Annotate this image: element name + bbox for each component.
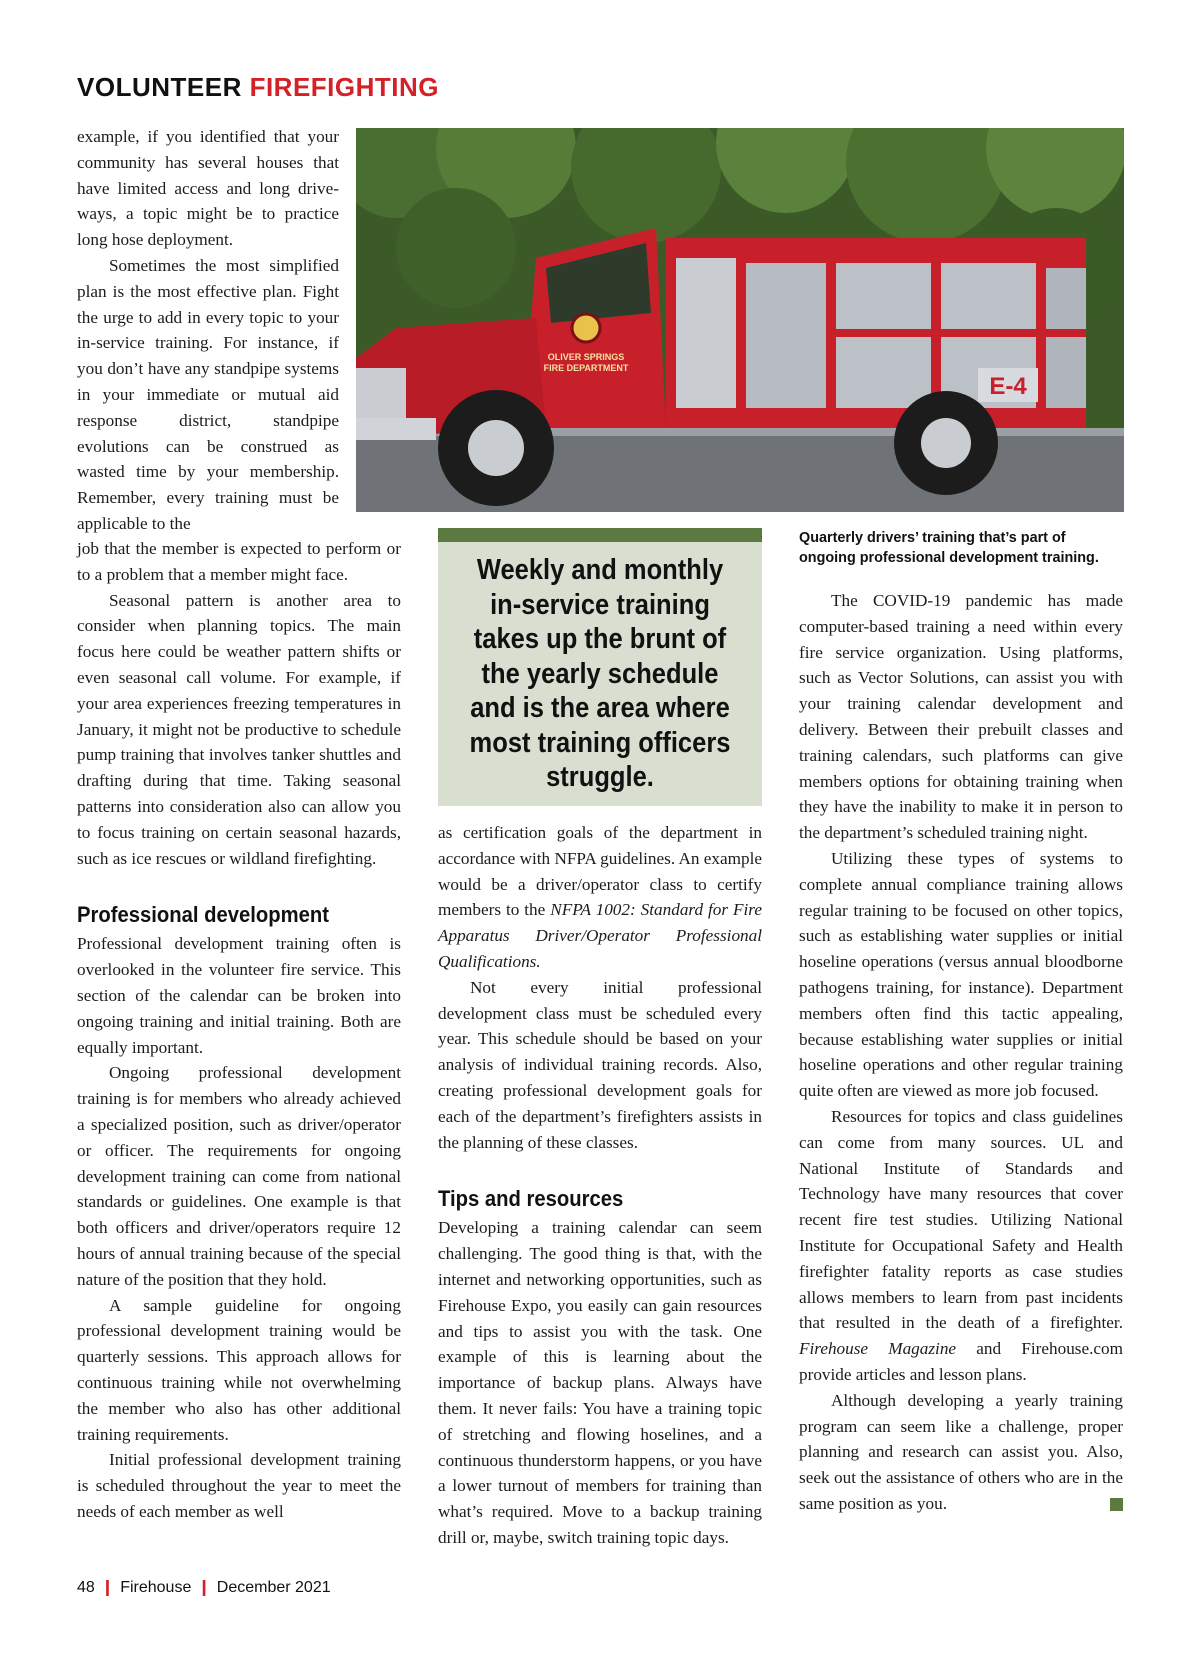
paragraph-text: as certification goals of the department in accordance with NFPA guidelines. An example would be a driver/operator class to certify members to the <box>438 823 762 920</box>
column-2 <box>438 820 762 1551</box>
paragraph: A sample guideline for ongoing professional development training would be quarterly sessions. This approach allows for continuous training while not overwhelming the member who also has other additional training requirements. <box>77 1295 401 1444</box>
pull-quote <box>438 528 762 806</box>
unit-number: E-4 <box>989 373 1027 400</box>
heading-tips-and-resources: Tips and resources <box>438 1186 624 1212</box>
paragraph <box>799 1388 1123 1517</box>
section-header-firefighting: FIREFIGHTING <box>249 72 440 102</box>
paragraph: Professional development training often is overlooked in the volunteer fire service. This section of the calendar can be broken into ongoing training and initial training. Both are equally important. <box>77 934 401 1057</box>
footer-separator-icon: ❙ <box>197 1579 211 1596</box>
issue-date: December 2021 <box>216 1579 331 1596</box>
door-text-1: OLIVER SPRINGS <box>547 352 625 362</box>
heading-professional-development: Professional development <box>77 902 329 928</box>
column-1-bottom <box>77 536 401 1525</box>
paragraph <box>799 1104 1123 1388</box>
paragraph-text: and Firehouse.com provide articles and lesson plans. <box>799 1339 1123 1384</box>
page-number: 48 <box>77 1579 95 1596</box>
fire-engine-photo <box>356 128 1124 512</box>
page-footer <box>77 1578 331 1598</box>
column-1-top <box>77 124 339 537</box>
section-header <box>77 72 439 102</box>
paragraph: Initial professional development training is scheduled throughout the year to meet the needs of each member as well <box>77 1450 401 1521</box>
column-3 <box>799 588 1123 1517</box>
paragraph: Sometimes the most simplified plan is the most effective plan. Fight the urge to add in every topic to your in-service training. For instance, if you don’t have any standpipe systems in your immediate or mutual aid response district, standpipe evolutions can be construed as wasted time by your membership. Remember, every training must be applicable to the <box>77 255 339 533</box>
section-header-volunteer: VOLUNTEER <box>77 72 242 102</box>
paragraph: Not every initial professional development class must be scheduled every year. This schedule should be based on your analysis of individual training records. Also, creating professional development goals for each of the department’s firefighters assists in the planning of these classes. <box>438 977 762 1152</box>
paragraph: Developing a training calendar can seem challenging. The good thing is that, with the internet and networking opportunities, such as Firehouse Expo, you easily can gain resources and tips to assist you with the task. One example of this is learning about the importance of backup plans. Always have them. It never fails: You have a training topic of stretching and flowing hoselines, and a continuous thunderstorm happens, or you have a lower turnout of members for training than what’s required. Move to a backup training drill or, maybe, switch training topic days. <box>438 1218 762 1547</box>
paragraph-text: Resources for topics and class guidelines can come from many sources. UL and National Institute of Standards and Technology have many resources that cover recent fire test studies. Utilizing National Institute for Occupational Safety and Health firefighter fatality reports as case studies allows members to learn from past incidents that resulted in the death of a firefighter. <box>799 1106 1123 1333</box>
paragraph: job that the member is expected to perform or to a problem that a member might face. <box>77 539 401 584</box>
photo-caption: Quarterly drivers’ training that’s part of ongoing professional development training. <box>799 530 1099 566</box>
standard-title: NFPA 1002: Standard for Fire Apparatus Driver/Operator Professional Qualifications. <box>438 900 762 971</box>
end-of-article-icon <box>1110 1498 1123 1511</box>
paragraph-text: Although developing a yearly training program can seem like a challenge, proper planning and research can assist you. Also, seek out the assistance of others who are in the same position as you. <box>799 1390 1123 1513</box>
publication-name: Firehouse <box>120 1579 192 1596</box>
paragraph: The COVID-19 pandemic has made computer-based training a need within every fire service organization. Using platforms, such as Vector Solutions, can assist you with your training calendar development and delivery. Between their prebuilt classes and training calendars, such platforms can give members options for obtaining training when they have the inability to make it in person to the department’s scheduled training night. <box>799 591 1123 843</box>
paragraph: Ongoing professional development training is for members who already achieved a specialized position, such as driver/operator or officer. The requirements for ongoing development training can come from national standards or guidelines. One example is that both officers and driver/operators require 12 hours of annual training because of the special nature of the position that they hold. <box>77 1063 401 1289</box>
magazine-title: Firehouse Magazine <box>799 1339 957 1359</box>
door-text-2: FIRE DEPARTMENT <box>543 363 629 373</box>
paragraph: Utilizing these types of systems to complete annual compliance training allows regular training to be focused on other topics, such as establishing water supplies or initial hoseline operations (versus annual bloodborne pathogens training, for instance). Department members often find this tactic appealing, because establishing water supplies or initial hoseline operations and other regular training quite often are viewed as more job focused. <box>799 848 1123 1101</box>
paragraph: example, if you identified that your community has several houses that have limited access and long drive-ways, a topic might be to practice long hose deployment. <box>77 127 339 250</box>
pull-quote-text: Weekly and monthly in-service training takes up the brunt of the yearly schedule and is the area where most training officers struggle. <box>469 554 731 794</box>
footer-separator-icon: ❙ <box>100 1579 115 1596</box>
paragraph: Seasonal pattern is another area to consider when planning topics. The main focus here could be weather pattern shifts or even seasonal call volume. For example, if your area experiences freezing temperatures in January, it might not be productive to schedule pump training that involves tanker shuttles and drafting during that time. Taking seasonal patterns into consideration also can allow you to focus training on certain seasonal hazards, such as ice rescues or wildland firefighting. <box>77 590 401 868</box>
paragraph <box>438 820 762 975</box>
